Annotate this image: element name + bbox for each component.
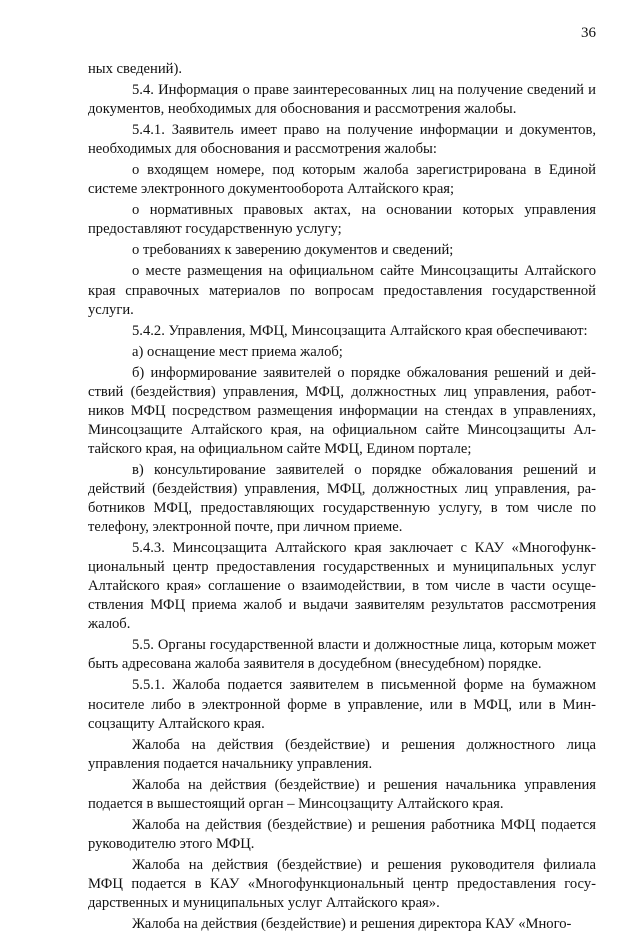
paragraph-5-4: 5.4. Информация о праве заинтересованных лиц на получение сведений и документов, необходимых для обоснования и рассмотрения жалобы. [88,82,596,118]
paragraph-continuation: ных сведений). [88,61,182,77]
paragraph-item-v: в) консультирование заявителей о порядке обжалования решений и действий (бездействия) управления, МФЦ, должностных лиц управления, работников МФЦ, предоставляющих государственную услугу, в том числе по телефону, электронной почте, при личном приеме. [88,461,596,536]
page-number: 36 [581,25,596,41]
paragraph-mfc-worker-complaint: Жалоба на действия (бездействие) и решения работника МФЦ подается руководителю этого МФЦ. [88,816,596,852]
paragraph-5-4-2: 5.4.2. Управления, МФЦ, Минсоцзащита Алтайского края обеспечивают: [132,322,588,339]
paragraph-incoming-number: о входящем номере, под которым жалоба зарегистрирована в Единой системе электронного документооборота Алтайского края; [88,162,596,198]
paragraph-head-complaint: Жалоба на действия (бездействие) и решения начальника управления подается в вышестоящий орган – Минсоцзащиту Алтайского края. [88,776,596,812]
paragraph-item-b: б) информирование заявителей о порядке обжалования решений и действий (бездействия) управления, МФЦ, должностных лиц управления, работников МФЦ посредством размещения информации на стендах в управлениях, Минсоцзащите Алтайского края, на официальном сайте Минсоцзащиты Алтайского края, на официальном сайте МФЦ, Едином портале; [88,364,596,457]
document-body [88,60,596,934]
paragraph-certification: о требованиях к заверению документов и сведений; [132,242,454,259]
paragraph-5-4-3: 5.4.3. Минсоцзащита Алтайского края заключает с КАУ «Многофункциональный центр предоставления государственных и муниципальных услуг Алтайского края» соглашение о взаимодействии, в том числе в части осуществления МФЦ приема жалоб и выдачи заявителям результатов рассмотрения жалоб. [88,540,596,633]
paragraph-official-complaint: Жалоба на действия (бездействие) и решения должностного лица управления подается начальнику управления. [88,736,596,772]
paragraph-item-a: а) оснащение мест приема жалоб; [132,343,343,360]
paragraph-reference-materials: о месте размещения на официальном сайте Минсоцзащиты Алтайского края справочных материалов по вопросам предоставления государственной услуги. [88,263,596,318]
paragraph-legal-acts: о нормативных правовых актах, на основании которых управления предоставляют государственную услугу; [88,202,596,238]
paragraph-director-complaint: Жалоба на действия (бездействие) и решения директора КАУ «Много- [132,916,572,933]
paragraph-5-5-1: 5.5.1. Жалоба подается заявителем в письменной форме на бумажном носителе либо в электронной форме в управление, или в МФЦ, или в Минсоцзащиту Алтайского края. [88,677,596,732]
paragraph-5-5: 5.5. Органы государственной власти и должностные лица, которым может быть адресована жалоба заявителя в досудебном (внесудебном) порядке. [88,637,596,673]
paragraph-5-4-1: 5.4.1. Заявитель имеет право на получение информации и документов, необходимых для обоснования и рассмотрения жалобы: [88,122,596,158]
paragraph-branch-head-complaint: Жалоба на действия (бездействие) и решения руководителя филиала МФЦ подается в КАУ «Многофункциональный центр предоставления государственных и муниципальных услуг Алтайского края». [88,856,596,911]
